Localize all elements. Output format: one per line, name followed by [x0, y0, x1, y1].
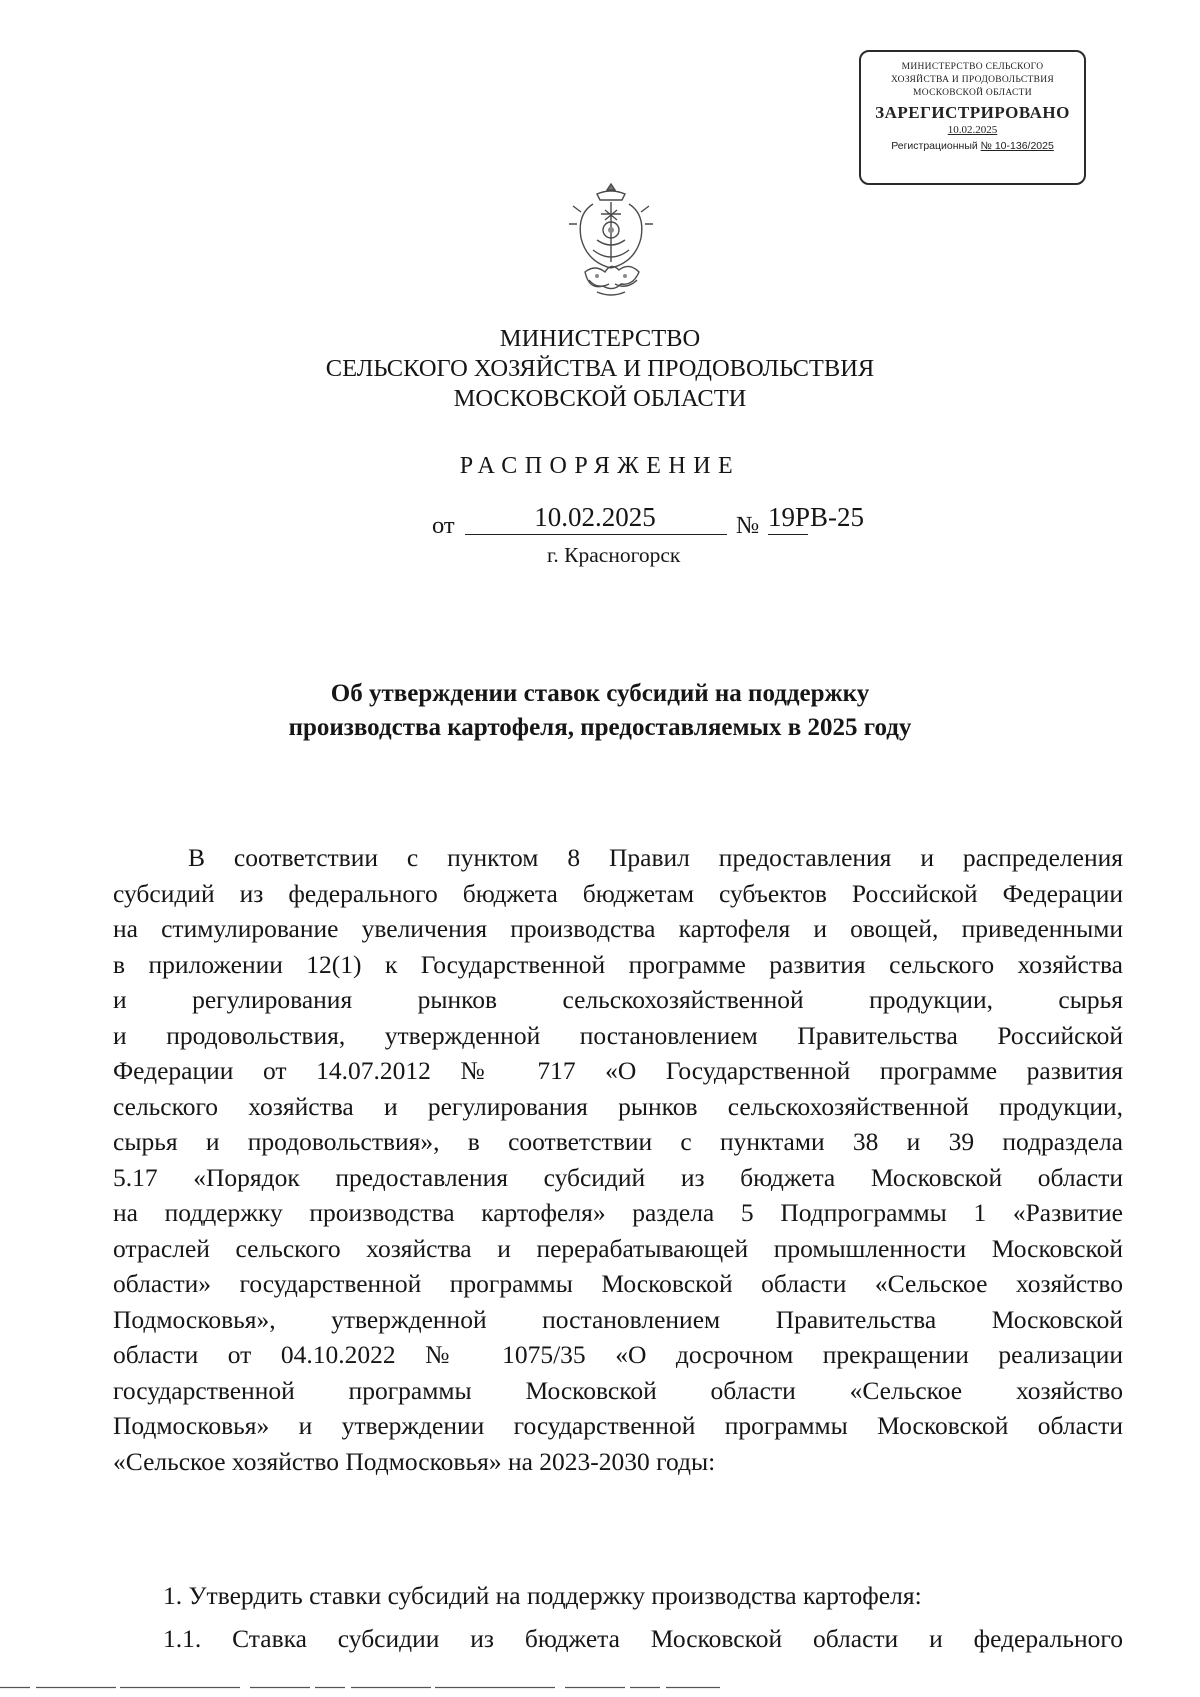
document-number: 19РВ-25 [768, 502, 865, 532]
ministry-name-line: МИНИСТЕРСТВО [499, 325, 701, 352]
coat-of-arms-emblem [567, 180, 655, 302]
body-line: сельского хозяйства и регулирования рынков сельскохозяйственной продукции, [113, 1091, 1123, 1121]
body-line: в приложении 12(1) к Государственной программе развития сельского хозяйства [113, 949, 1123, 979]
ministry-name-line: СЕЛЬСКОГО ХОЗЯЙСТВА И ПРОДОВОЛЬСТВИЯ [325, 355, 875, 382]
stamp-org-line: МОСКОВСКОЙ ОБЛАСТИ [913, 88, 1032, 98]
body-line: сырья и продовольствия», в соответствии с пунктами 38 и 39 подраздела [113, 1127, 1123, 1156]
body-line: В соответствии с пунктом 8 Правил предоставления и распределения [188, 843, 1123, 872]
body-line: 5.17 «Порядок предоставления субсидий из бюджета Московской области [113, 1162, 1123, 1192]
date-prefix: от [432, 512, 455, 539]
body-line: субсидий из федерального бюджета бюджетам субъектов Российской Федерации [113, 878, 1123, 908]
number-underline [768, 534, 808, 535]
stamp-org-line: МИНИСТЕРСТВО СЕЛЬСКОГО [901, 62, 1044, 72]
list-item-1: 1. Утвердить ставки субсидий на поддержку производства картофеля: [163, 1581, 922, 1610]
body-line: и регулирования рынков сельскохозяйственной продукции, сырья [113, 985, 1123, 1014]
city-name: г. Красногорск [547, 543, 681, 567]
body-line: «Сельское хозяйство Подмосковья» на 2023-2030 годы: [113, 1446, 716, 1476]
body-line: Подмосковья» и утверждении государственной программы Московской области [113, 1411, 1123, 1440]
scan-edge-artifact [0, 1686, 720, 1689]
date-underline [465, 534, 727, 535]
body-line: и продовольствия, утвержденной постановлением Правительства Российской [113, 1020, 1123, 1050]
body-line: Федерации от 14.07.2012 № 717 «О Государственной программе развития [113, 1056, 1123, 1085]
title-line: Об утверждении ставок субсидий на поддержку [330, 680, 870, 707]
stamp-reg-number: № 10-136/2025 [980, 140, 1054, 152]
document-type: РАСПОРЯЖЕНИЕ [459, 453, 741, 479]
body-line: на стимулирование увеличения производства картофеля и овощей, приведенными [113, 914, 1123, 943]
body-line: Подмосковья», утвержденной постановлением Правительства Московской [113, 1304, 1123, 1334]
body-line: на поддержку производства картофеля» раздела 5 Подпрограммы 1 «Развитие [113, 1198, 1123, 1227]
list-item-1-1: 1.1. Ставка субсидии из бюджета Московской области и федерального [163, 1624, 1123, 1653]
body-line: отраслей сельского хозяйства и перерабатывающей промышленности Московской [113, 1233, 1123, 1263]
document-date: 10.02.2025 [534, 502, 656, 532]
body-line: области» государственной программы Московской области «Сельское хозяйство [113, 1269, 1123, 1298]
registration-stamp [859, 50, 1086, 185]
title-line: производства картофеля, предоставляемых в 2025 году [288, 714, 912, 741]
ministry-name-line: МОСКОВСКОЙ ОБЛАСТИ [453, 385, 747, 412]
document-title [0, 677, 1200, 745]
stamp-date: 10.02.2025 [947, 124, 998, 136]
number-prefix: № [736, 512, 760, 539]
body-line: области от 04.10.2022 № 1075/35 «О досрочном прекращении реализации [113, 1340, 1123, 1369]
stamp-reg-label: Регистрационный [891, 140, 978, 152]
stamp-registration [861, 140, 1084, 152]
stamp-title: ЗАРЕГИСТРИРОВАНО [875, 103, 1070, 122]
stamp-org-line: ХОЗЯЙСТВА И ПРОДОВОЛЬСТВИЯ [890, 75, 1055, 85]
body-line: государственной программы Московской области «Сельское хозяйство [113, 1375, 1123, 1405]
date-number-row [0, 498, 1200, 538]
body-paragraph [113, 840, 1123, 1479]
